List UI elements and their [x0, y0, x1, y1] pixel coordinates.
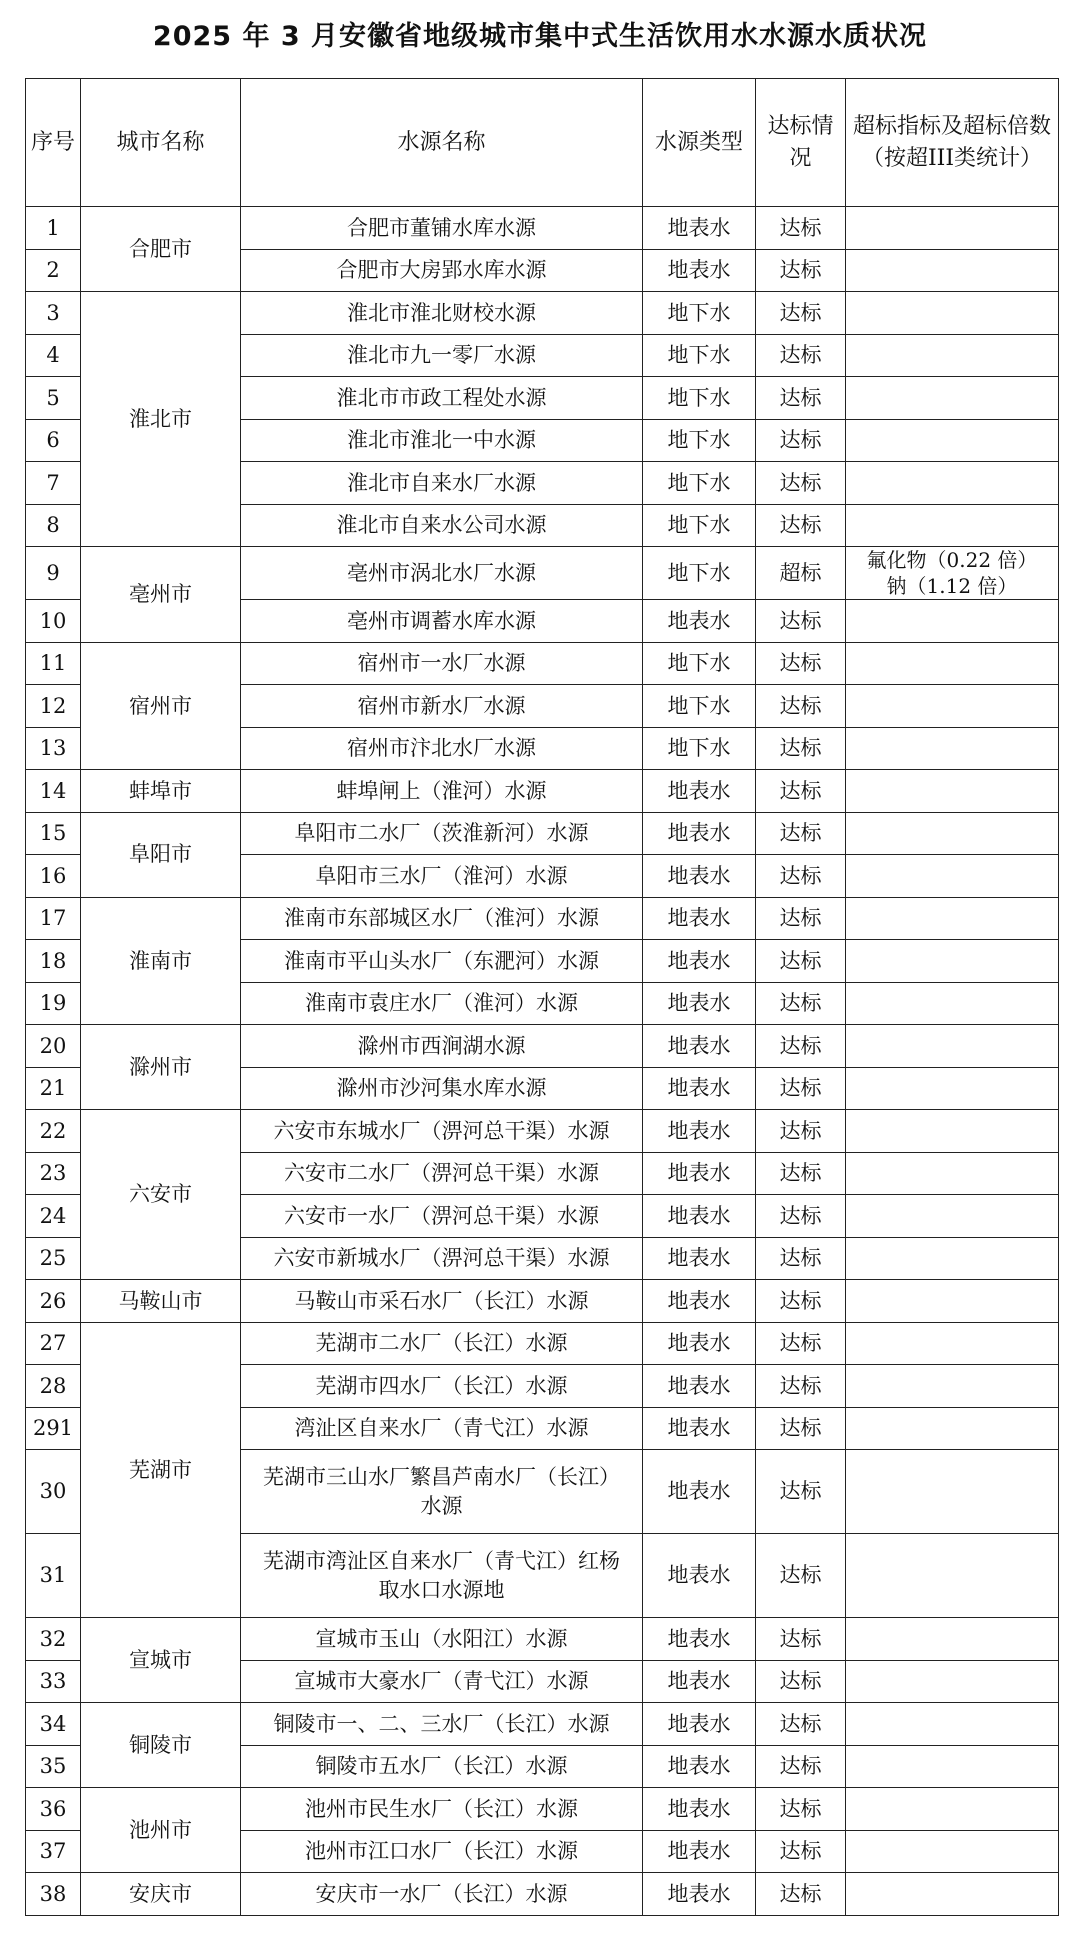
exceed-indicator: 氟化物（0.22 倍） 钠（1.12 倍） [846, 547, 1059, 600]
standard-status: 达标 [756, 727, 846, 770]
source-name: 芜湖市湾沚区自来水厂（青弋江）红杨 取水口水源地 [241, 1534, 643, 1618]
exceed-indicator [846, 334, 1059, 377]
city-name: 马鞍山市 [81, 1280, 241, 1323]
standard-status: 达标 [756, 1280, 846, 1323]
row-number: 22 [26, 1110, 81, 1153]
row-number: 8 [26, 504, 81, 547]
table-row [26, 1703, 1059, 1746]
source-type: 地下水 [643, 462, 756, 505]
city-name: 铜陵市 [81, 1703, 241, 1788]
standard-status: 达标 [756, 334, 846, 377]
source-name: 六安市二水厂（淠河总干渠）水源 [241, 1152, 643, 1195]
exceed-indicator [846, 1407, 1059, 1450]
source-type: 地表水 [643, 600, 756, 643]
source-name: 合肥市董铺水库水源 [241, 207, 643, 250]
exceed-indicator [846, 504, 1059, 547]
standard-status: 达标 [756, 812, 846, 855]
source-type: 地表水 [643, 1152, 756, 1195]
row-number: 38 [26, 1873, 81, 1916]
source-name: 宿州市一水厂水源 [241, 642, 643, 685]
standard-status: 达标 [756, 1025, 846, 1068]
source-type: 地下水 [643, 504, 756, 547]
row-number: 32 [26, 1618, 81, 1661]
source-name: 蚌埠闸上（淮河）水源 [241, 770, 643, 813]
standard-status: 达标 [756, 982, 846, 1025]
source-type: 地表水 [643, 207, 756, 250]
source-type: 地下水 [643, 419, 756, 462]
header-source: 水源名称 [241, 79, 643, 207]
city-name: 阜阳市 [81, 812, 241, 897]
source-type: 地表水 [643, 1450, 756, 1534]
exceed-indicator [846, 642, 1059, 685]
source-type: 地表水 [643, 249, 756, 292]
standard-status: 达标 [756, 1195, 846, 1238]
exceed-indicator [846, 727, 1059, 770]
source-type: 地表水 [643, 1534, 756, 1618]
source-type: 地表水 [643, 1660, 756, 1703]
standard-status: 达标 [756, 1450, 846, 1534]
row-number: 23 [26, 1152, 81, 1195]
source-type: 地表水 [643, 855, 756, 898]
standard-status: 达标 [756, 855, 846, 898]
source-type: 地表水 [643, 1745, 756, 1788]
header-standard: 达标情况 [756, 79, 846, 207]
source-name: 淮北市自来水厂水源 [241, 462, 643, 505]
row-number: 9 [26, 547, 81, 600]
standard-status: 达标 [756, 462, 846, 505]
row-number: 35 [26, 1745, 81, 1788]
standard-status: 达标 [756, 292, 846, 335]
exceed-indicator [846, 292, 1059, 335]
source-name: 淮北市九一零厂水源 [241, 334, 643, 377]
source-type: 地表水 [643, 1067, 756, 1110]
standard-status: 达标 [756, 1660, 846, 1703]
row-number: 15 [26, 812, 81, 855]
row-number: 14 [26, 770, 81, 813]
table-row [26, 547, 1059, 600]
source-type: 地表水 [643, 1407, 756, 1450]
row-number: 30 [26, 1450, 81, 1534]
row-number: 31 [26, 1534, 81, 1618]
exceed-indicator [846, 1237, 1059, 1280]
source-name: 阜阳市三水厂（淮河）水源 [241, 855, 643, 898]
source-name: 阜阳市二水厂（茨淮新河）水源 [241, 812, 643, 855]
exceed-indicator [846, 812, 1059, 855]
source-name: 亳州市涡北水厂水源 [241, 547, 643, 600]
source-type: 地表水 [643, 940, 756, 983]
exceed-indicator [846, 1450, 1059, 1534]
standard-status: 达标 [756, 1618, 846, 1661]
header-type: 水源类型 [643, 79, 756, 207]
row-number: 20 [26, 1025, 81, 1068]
exceed-indicator [846, 1110, 1059, 1153]
source-name: 铜陵市五水厂（长江）水源 [241, 1745, 643, 1788]
table-row [26, 1873, 1059, 1916]
standard-status: 达标 [756, 377, 846, 420]
source-type: 地表水 [643, 1110, 756, 1153]
row-number: 25 [26, 1237, 81, 1280]
row-number: 3 [26, 292, 81, 335]
row-number: 4 [26, 334, 81, 377]
row-number: 19 [26, 982, 81, 1025]
row-number: 24 [26, 1195, 81, 1238]
city-name: 滁州市 [81, 1025, 241, 1110]
source-name: 合肥市大房郢水库水源 [241, 249, 643, 292]
source-type: 地下水 [643, 727, 756, 770]
row-number: 10 [26, 600, 81, 643]
row-number: 33 [26, 1660, 81, 1703]
exceed-indicator [846, 1745, 1059, 1788]
exceed-indicator [846, 462, 1059, 505]
header-sno: 序号 [26, 79, 81, 207]
table-row [26, 770, 1059, 813]
source-type: 地下水 [643, 685, 756, 728]
source-name: 淮北市市政工程处水源 [241, 377, 643, 420]
exceed-indicator [846, 1788, 1059, 1831]
table-row [26, 1618, 1059, 1661]
row-number: 17 [26, 897, 81, 940]
city-name: 淮南市 [81, 897, 241, 1025]
standard-status: 达标 [756, 1703, 846, 1746]
standard-status: 达标 [756, 504, 846, 547]
row-number: 1 [26, 207, 81, 250]
standard-status: 达标 [756, 1534, 846, 1618]
exceed-indicator [846, 982, 1059, 1025]
table-row [26, 292, 1059, 335]
standard-status: 达标 [756, 207, 846, 250]
source-name: 淮南市袁庄水厂（淮河）水源 [241, 982, 643, 1025]
exceed-indicator [846, 1195, 1059, 1238]
standard-status: 达标 [756, 1365, 846, 1408]
exceed-indicator [846, 1703, 1059, 1746]
source-name: 池州市民生水厂（长江）水源 [241, 1788, 643, 1831]
exceed-indicator [846, 1280, 1059, 1323]
source-type: 地表水 [643, 1788, 756, 1831]
table-row [26, 207, 1059, 250]
row-number: 7 [26, 462, 81, 505]
source-type: 地表水 [643, 1195, 756, 1238]
source-type: 地表水 [643, 897, 756, 940]
city-name: 芜湖市 [81, 1322, 241, 1618]
standard-status: 达标 [756, 419, 846, 462]
source-type: 地表水 [643, 1280, 756, 1323]
standard-status: 达标 [756, 1152, 846, 1195]
source-type: 地表水 [643, 770, 756, 813]
source-type: 地下水 [643, 292, 756, 335]
source-type: 地表水 [643, 1830, 756, 1873]
row-number: 16 [26, 855, 81, 898]
exceed-indicator [846, 1534, 1059, 1618]
standard-status: 达标 [756, 1745, 846, 1788]
row-number: 37 [26, 1830, 81, 1873]
exceed-indicator [846, 377, 1059, 420]
exceed-indicator [846, 770, 1059, 813]
source-type: 地下水 [643, 547, 756, 600]
standard-status: 达标 [756, 1873, 846, 1916]
source-name: 宿州市新水厂水源 [241, 685, 643, 728]
exceed-indicator [846, 419, 1059, 462]
source-name: 六安市东城水厂（淠河总干渠）水源 [241, 1110, 643, 1153]
source-type: 地表水 [643, 1618, 756, 1661]
source-name: 宣城市玉山（水阳江）水源 [241, 1618, 643, 1661]
exceed-indicator [846, 1660, 1059, 1703]
source-name: 芜湖市四水厂（长江）水源 [241, 1365, 643, 1408]
city-name: 亳州市 [81, 547, 241, 643]
exceed-indicator [846, 1322, 1059, 1365]
row-number: 6 [26, 419, 81, 462]
page-title: 2025 年 3 月安徽省地级城市集中式生活饮用水水源水质状况 [152, 21, 928, 52]
exceed-indicator [846, 897, 1059, 940]
source-name: 池州市江口水厂（长江）水源 [241, 1830, 643, 1873]
table-row [26, 1025, 1059, 1068]
source-type: 地表水 [643, 1873, 756, 1916]
standard-status: 达标 [756, 897, 846, 940]
row-number: 13 [26, 727, 81, 770]
city-name: 池州市 [81, 1788, 241, 1873]
source-type: 地表水 [643, 812, 756, 855]
water-quality-table [25, 78, 1059, 1916]
source-type: 地表水 [643, 1365, 756, 1408]
source-name: 淮南市东部城区水厂（淮河）水源 [241, 897, 643, 940]
source-type: 地表水 [643, 1237, 756, 1280]
row-number: 2 [26, 249, 81, 292]
row-number: 27 [26, 1322, 81, 1365]
source-name: 六安市新城水厂（淠河总干渠）水源 [241, 1237, 643, 1280]
table-header-row [26, 79, 1059, 207]
exceed-indicator [846, 1025, 1059, 1068]
standard-status: 达标 [756, 1830, 846, 1873]
standard-status: 达标 [756, 940, 846, 983]
exceed-indicator [846, 1152, 1059, 1195]
exceed-indicator [846, 855, 1059, 898]
standard-status: 达标 [756, 1067, 846, 1110]
standard-status: 达标 [756, 1788, 846, 1831]
row-number: 12 [26, 685, 81, 728]
city-name: 宣城市 [81, 1618, 241, 1703]
table-row [26, 1280, 1059, 1323]
exceed-indicator [846, 1830, 1059, 1873]
table-row [26, 1788, 1059, 1831]
city-name: 宿州市 [81, 642, 241, 770]
header-city: 城市名称 [81, 79, 241, 207]
table-row [26, 897, 1059, 940]
standard-status: 达标 [756, 600, 846, 643]
exceed-indicator [846, 1618, 1059, 1661]
table-row [26, 1322, 1059, 1365]
standard-status: 达标 [756, 1110, 846, 1153]
table-row [26, 642, 1059, 685]
standard-status: 达标 [756, 1322, 846, 1365]
source-name: 铜陵市一、二、三水厂（长江）水源 [241, 1703, 643, 1746]
source-name: 淮北市自来水公司水源 [241, 504, 643, 547]
standard-status: 达标 [756, 685, 846, 728]
source-type: 地下水 [643, 642, 756, 685]
table-row [26, 812, 1059, 855]
table-row [26, 1110, 1059, 1153]
exceed-indicator [846, 940, 1059, 983]
source-name: 马鞍山市采石水厂（长江）水源 [241, 1280, 643, 1323]
row-number: 21 [26, 1067, 81, 1110]
exceed-indicator [846, 685, 1059, 728]
exceed-indicator [846, 1067, 1059, 1110]
source-type: 地表水 [643, 1322, 756, 1365]
source-name: 芜湖市三山水厂繁昌芦南水厂（长江） 水源 [241, 1450, 643, 1534]
source-name: 湾沚区自来水厂（青弋江）水源 [241, 1407, 643, 1450]
exceed-indicator [846, 600, 1059, 643]
row-number: 26 [26, 1280, 81, 1323]
source-name: 宣城市大豪水厂（青弋江）水源 [241, 1660, 643, 1703]
city-name: 六安市 [81, 1110, 241, 1280]
source-type: 地下水 [643, 334, 756, 377]
row-number: 5 [26, 377, 81, 420]
exceed-indicator [846, 249, 1059, 292]
row-number: 36 [26, 1788, 81, 1831]
source-name: 芜湖市二水厂（长江）水源 [241, 1322, 643, 1365]
city-name: 淮北市 [81, 292, 241, 547]
exceed-indicator [846, 207, 1059, 250]
source-type: 地表水 [643, 982, 756, 1025]
standard-status: 达标 [756, 770, 846, 813]
standard-status: 达标 [756, 642, 846, 685]
row-number: 34 [26, 1703, 81, 1746]
source-name: 宿州市汴北水厂水源 [241, 727, 643, 770]
source-type: 地表水 [643, 1025, 756, 1068]
standard-status: 达标 [756, 1407, 846, 1450]
standard-status: 超标 [756, 547, 846, 600]
standard-status: 达标 [756, 249, 846, 292]
header-exceed: 超标指标及超标倍数（按超III类统计） [846, 79, 1059, 207]
source-name: 淮北市淮北一中水源 [241, 419, 643, 462]
source-name: 滁州市西涧湖水源 [241, 1025, 643, 1068]
source-name: 亳州市调蓄水库水源 [241, 600, 643, 643]
exceed-indicator [846, 1873, 1059, 1916]
city-name: 安庆市 [81, 1873, 241, 1916]
table-body [26, 207, 1059, 1916]
source-type: 地下水 [643, 377, 756, 420]
row-number: 291 [26, 1407, 81, 1450]
source-name: 淮北市淮北财校水源 [241, 292, 643, 335]
source-type: 地表水 [643, 1703, 756, 1746]
row-number: 28 [26, 1365, 81, 1408]
source-name: 六安市一水厂（淠河总干渠）水源 [241, 1195, 643, 1238]
city-name: 蚌埠市 [81, 770, 241, 813]
standard-status: 达标 [756, 1237, 846, 1280]
city-name: 合肥市 [81, 207, 241, 292]
source-name: 滁州市沙河集水库水源 [241, 1067, 643, 1110]
row-number: 11 [26, 642, 81, 685]
row-number: 18 [26, 940, 81, 983]
source-name: 安庆市一水厂（长江）水源 [241, 1873, 643, 1916]
exceed-indicator [846, 1365, 1059, 1408]
source-name: 淮南市平山头水厂（东淝河）水源 [241, 940, 643, 983]
